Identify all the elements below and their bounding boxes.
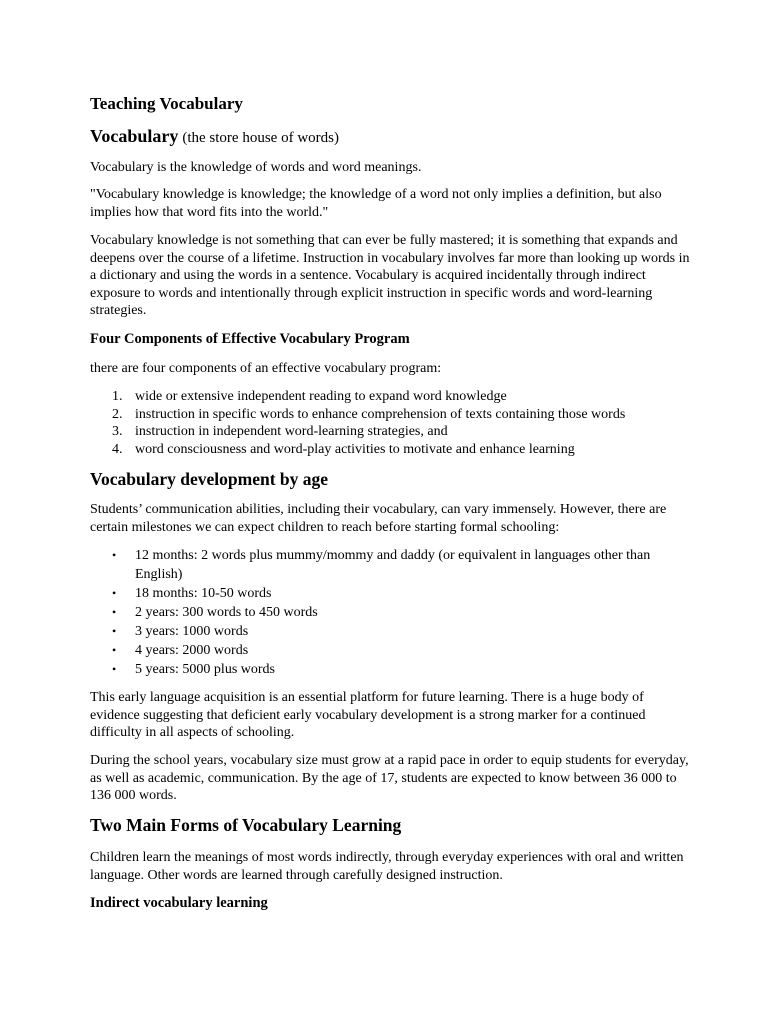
- list-item: • 4 years: 2000 words: [112, 643, 249, 658]
- paragraph-acquisition: This early language acquisition is an essential platform for future learning. There is a huge body of evidence suggesting that deficient early vocabulary development is a strong marker for a continued difficulty in all aspects of schooling.: [90, 690, 646, 740]
- forms-intro: Children learn the meanings of most words indirectly, through everyday experiences with oral and written language. Other words are learned through carefully designed instruction.: [90, 850, 684, 883]
- list-item: • 12 months: 2 words plus mummy/mommy and daddy (or equivalent in languages other than English): [112, 548, 651, 582]
- list-item: 4. word consciousness and word-play activities to motivate and enhance learning: [112, 441, 575, 457]
- vocabulary-heading: [90, 126, 339, 147]
- document-title: Teaching Vocabulary: [90, 94, 243, 113]
- list-item: • 18 months: 10-50 words: [112, 586, 272, 601]
- list-item: 3. instruction in independent word-learning strategies, and: [112, 424, 448, 439]
- paragraph-school-years: During the school years, vocabulary size must grow at a rapid pace in order to equip students for everyday, as well as academic, communication. By the age of 17, students are expected to know between 36 000 to 136 000 words.: [90, 753, 689, 803]
- components-intro: there are four components of an effective vocabulary program:: [90, 361, 442, 376]
- list-item: • 5 years: 5000 plus words: [112, 662, 275, 677]
- vocabulary-heading-sub: (the store house of words): [182, 130, 339, 146]
- indirect-learning-heading: Indirect vocabulary learning: [90, 895, 268, 911]
- development-heading: Vocabulary development by age: [90, 469, 329, 489]
- paragraph-mastery: Vocabulary knowledge is not something that can ever be fully mastered; it is something that expands and deepens over the course of a lifetime. Instruction in vocabulary involves far more than looking up words in a dictionary and using the words in a sentence. Vocabulary is acquired incidentally through indirect exposure to words and intentionally through explicit instruction in specific words and word-learning strategies.: [90, 233, 690, 318]
- bullet-icon: •: [112, 662, 117, 676]
- bullet-icon: •: [112, 586, 117, 600]
- vocabulary-heading-main: Vocabulary: [90, 126, 179, 146]
- list-item: • 2 years: 300 words to 450 words: [112, 605, 318, 620]
- bullet-icon: •: [112, 624, 117, 638]
- forms-heading: Two Main Forms of Vocabulary Learning: [90, 815, 402, 835]
- list-item: 1. wide or extensive independent reading to expand word knowledge: [112, 389, 507, 404]
- bullet-icon: •: [112, 548, 117, 562]
- bullet-icon: •: [112, 605, 117, 619]
- development-intro: Students’ communication abilities, including their vocabulary, can vary immensely. However, there are certain milestones we can expect children to reach before starting formal schooling:: [90, 502, 667, 535]
- paragraph-definition: Vocabulary is the knowledge of words and word meanings.: [90, 160, 422, 175]
- list-item: • 3 years: 1000 words: [112, 624, 249, 639]
- list-item: 2. instruction in specific words to enhance comprehension of texts containing those words: [112, 406, 626, 422]
- milestones-list: [90, 546, 690, 679]
- components-heading: Four Components of Effective Vocabulary Program: [90, 331, 410, 347]
- paragraph-quote: "Vocabulary knowledge is knowledge; the knowledge of a word not only implies a definition, but also implies how that word fits into the world.": [90, 187, 662, 220]
- components-list: [90, 388, 690, 458]
- bullet-icon: •: [112, 643, 117, 657]
